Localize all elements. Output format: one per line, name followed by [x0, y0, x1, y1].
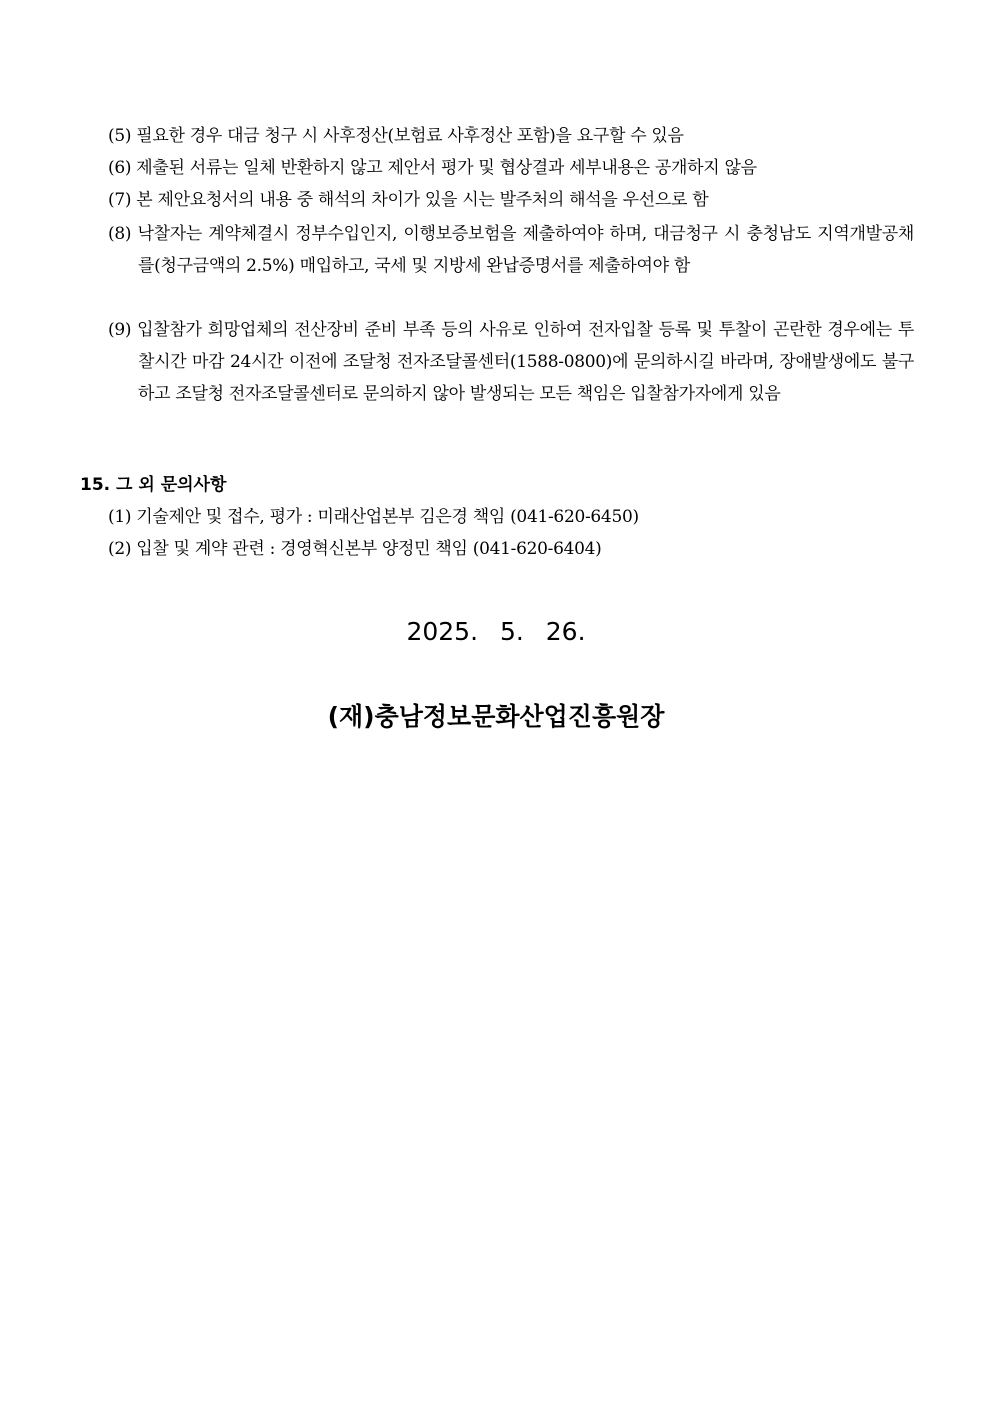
clause-number: (7) [108, 190, 132, 210]
clause-text: 제출된 서류는 일체 반환하지 않고 제안서 평가 및 협상결과 세부내용은 공개하지 않음 [136, 158, 757, 178]
clause-number: (6) [108, 158, 132, 178]
clause-text: 낙찰자는 계약체결시 정부수입인지, 이행보증보험을 제출하여야 하며, 대금청구 시 충청남도 지역개발공채를(청구금액의 2.5%) 매입하고, 국세 및 지방세 완납증명서를 제출하여야 함 [137, 224, 914, 276]
clause-number: (8) [108, 224, 132, 244]
clause-7 [108, 184, 914, 216]
contact-number: (2) [108, 539, 132, 559]
document-date: 2025. 5. 26. [406, 617, 586, 646]
clause-text: 본 제안요청서의 내용 중 해석의 차이가 있을 시는 발주처의 해석을 우선으로 함 [136, 190, 709, 210]
section-15-heading: 15. 그 외 문의사항 [80, 475, 227, 495]
contact-1 [108, 502, 639, 532]
clause-6 [108, 152, 914, 184]
clause-number: (9) [108, 320, 132, 340]
clause-text: 입찰참가 희망업체의 전산장비 준비 부족 등의 사유로 인하여 전자입찰 등록 및 투찰이 곤란한 경우에는 투찰시간 마감 24시간 이전에 조달청 전자조달콜센터(1588-0800)에 문의하시길 바라며, 장애발생에도 불구하고 조달청 전자조달콜센터로 문의하지 않아 발생되는 모든 책임은 입찰참가자에게 있음 [137, 320, 915, 404]
clause-9 [108, 314, 914, 410]
contact-text: 입찰 및 계약 관련 : 경영혁신본부 양정민 책임 (041-620-6404) [136, 539, 602, 559]
contact-2 [108, 534, 601, 564]
contact-text: 기술제안 및 접수, 평가 : 미래산업본부 김은경 책임 (041-620-6450) [136, 507, 639, 527]
clause-number: (5) [108, 126, 132, 146]
contact-number: (1) [108, 507, 132, 527]
clause-5 [108, 120, 914, 152]
organization-name: (재)충남정보문화산업진흥원장 [327, 702, 665, 731]
clause-text: 필요한 경우 대금 청구 시 사후정산(보험료 사후정산 포함)을 요구할 수 있음 [136, 126, 684, 146]
clause-8 [108, 218, 914, 282]
